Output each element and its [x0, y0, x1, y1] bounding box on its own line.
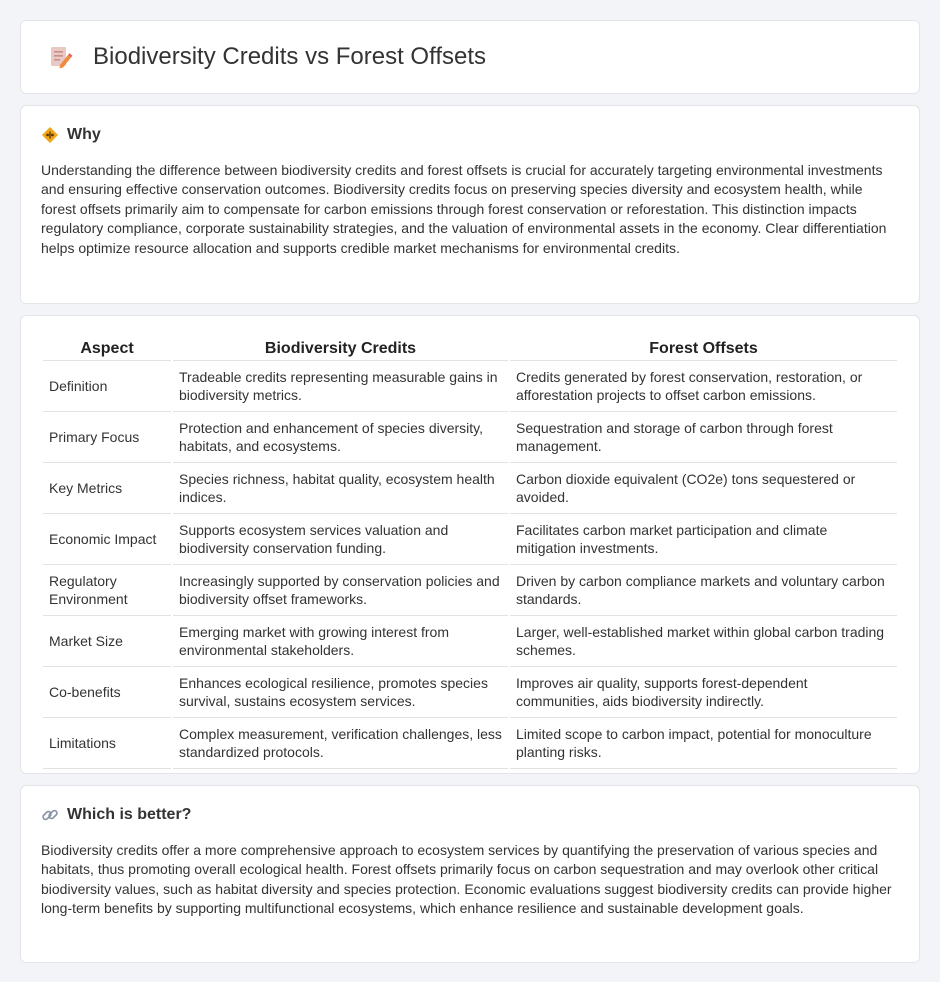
comparison-table-card: [20, 315, 920, 774]
biodiversity-cell: Increasingly supported by conservation policies and biodiversity offset frameworks.: [173, 565, 508, 616]
comparison-table: [41, 334, 899, 769]
table-row: [43, 667, 897, 718]
header-forest-offsets: Forest Offsets: [510, 334, 897, 361]
biodiversity-cell: Supports ecosystem services valuation and biodiversity conservation funding.: [173, 514, 508, 565]
forest-cell: Larger, well-established market within global carbon trading schemes.: [510, 616, 897, 667]
forest-cell: Facilitates carbon market participation and climate mitigation investments.: [510, 514, 897, 565]
table-row: [43, 463, 897, 514]
document-pencil-icon: [47, 44, 73, 70]
biodiversity-cell: Emerging market with growing interest from environmental stakeholders.: [173, 616, 508, 667]
forest-cell: Limited scope to carbon impact, potential for monoculture planting risks.: [510, 718, 897, 769]
better-body: Biodiversity credits offer a more comprehensive approach to ecosystem services by quantifying the preservation of various species and habitats, thus promoting overall ecological health. Forest offsets primarily focus on carbon sequestration and may overlook other critical biodiversity values, such as habitat diversity and species protection. Economic evaluations suggest biodiversity credits can provide higher long-term benefits by supporting multifunctional ecosystems, which enhance resilience and sustainable development goals.: [41, 842, 892, 917]
table-row: [43, 565, 897, 616]
why-heading-row: [41, 126, 899, 144]
biodiversity-cell: Enhances ecological resilience, promotes species survival, sustains ecosystem services.: [173, 667, 508, 718]
forest-cell: Improves air quality, supports forest-dependent communities, aids biodiversity indirectly.: [510, 667, 897, 718]
aspect-cell: Limitations: [43, 718, 171, 769]
aspect-cell: Primary Focus: [43, 412, 171, 463]
table-row: [43, 514, 897, 565]
better-heading-row: [41, 806, 899, 824]
header-biodiversity-credits: Biodiversity Credits: [173, 334, 508, 361]
title-card: [20, 20, 920, 94]
aspect-cell: Co-benefits: [43, 667, 171, 718]
table-row: [43, 616, 897, 667]
forest-cell: Credits generated by forest conservation, restoration, or afforestation projects to offset carbon emissions.: [510, 361, 897, 412]
link-icon: [41, 806, 59, 824]
biodiversity-cell: Species richness, habitat quality, ecosystem health indices.: [173, 463, 508, 514]
which-is-better-section: [20, 785, 920, 963]
page-title: Biodiversity Credits vs Forest Offsets: [93, 43, 486, 70]
biodiversity-cell: Tradeable credits representing measurable gains in biodiversity metrics.: [173, 361, 508, 412]
aspect-cell: Definition: [43, 361, 171, 412]
biodiversity-cell: Complex measurement, verification challenges, less standardized protocols.: [173, 718, 508, 769]
aspect-cell: Regulatory Environment: [43, 565, 171, 616]
header-aspect: Aspect: [43, 334, 171, 361]
better-heading: Which is better?: [67, 806, 192, 823]
aspect-cell: Market Size: [43, 616, 171, 667]
table-row: [43, 412, 897, 463]
aspect-cell: Economic Impact: [43, 514, 171, 565]
why-section: [20, 105, 920, 304]
table-header-row: [43, 334, 897, 361]
aspect-cell: Key Metrics: [43, 463, 171, 514]
forest-cell: Carbon dioxide equivalent (CO2e) tons sequestered or avoided.: [510, 463, 897, 514]
why-body: Understanding the difference between biodiversity credits and forest offsets is crucial for accurately targeting environmental investments and ensuring effective conservation outcomes. Biodiversity credits focus on preserving species diversity and ecosystem health, while forest offsets primarily aim to compensate for carbon emissions through forest conservation or reforestation. This distinction impacts regulatory compliance, corporate sustainability strategies, and the valuation of environmental assets in the economy. Clear differentiation helps optimize resource allocation and supports credible market mechanisms for environmental credits.: [41, 162, 887, 256]
diamond-warning-icon: [41, 126, 59, 144]
forest-cell: Sequestration and storage of carbon through forest management.: [510, 412, 897, 463]
table-row: [43, 718, 897, 769]
biodiversity-cell: Protection and enhancement of species diversity, habitats, and ecosystems.: [173, 412, 508, 463]
why-heading: Why: [67, 126, 101, 143]
forest-cell: Driven by carbon compliance markets and voluntary carbon standards.: [510, 565, 897, 616]
table-row: [43, 361, 897, 412]
